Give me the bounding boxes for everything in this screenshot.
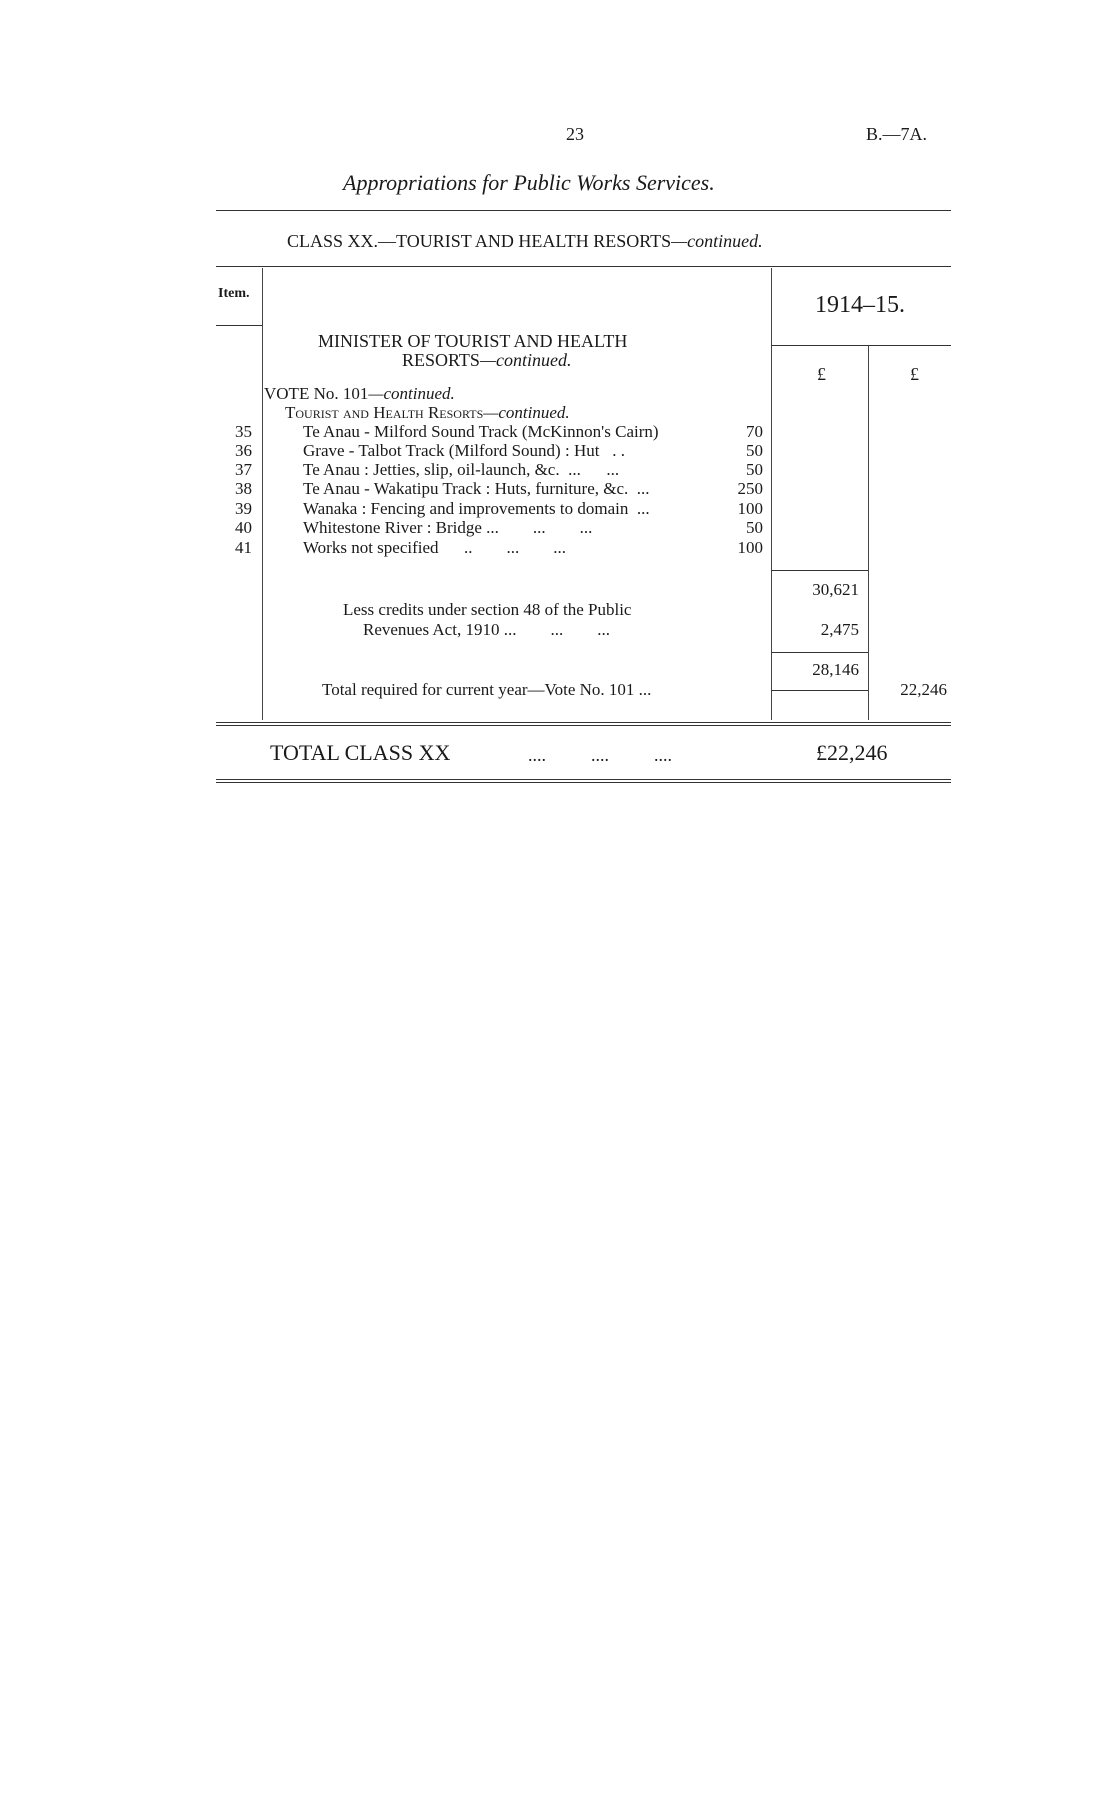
total-class-amount: £22,246 [816,740,888,765]
minister-heading-resorts: RESORTS [402,350,480,370]
item-number: 35 [235,422,252,441]
total-top-rule-double [216,725,951,726]
subtotal-rule [771,570,868,571]
currency-symbol-1: £ [817,364,826,384]
net-amount: 28,146 [812,660,859,679]
item-number: 40 [235,518,252,537]
item-amount: 50 [746,518,763,537]
item-amount: 250 [737,479,763,498]
total-bottom-rule [216,779,951,780]
total-top-rule [216,722,951,723]
page-title: Appropriations for Public Works Services. [343,170,715,195]
table-top-rule [216,266,951,267]
item-description: Te Anau - Milford Sound Track (McKinnon's Cairn) [303,422,659,441]
class-heading [287,231,763,252]
net-underline [771,690,868,691]
document-reference: B.—7A. [866,124,928,144]
total-required-amount: 22,246 [900,680,947,699]
item-description: Works not specified .. ... ... [303,538,567,557]
item-number: 41 [235,538,252,557]
item-header: Item. [218,286,250,301]
title-rule [216,210,951,211]
page-number: 23 [566,124,584,144]
item-description: Wanaka : Fencing and improvements to domain ... [303,499,650,518]
vote-heading [264,384,455,404]
item-number: 39 [235,499,252,518]
sub-heading-continued: —continued. [483,403,570,422]
less-credits-line1: Less credits under section 48 of the Public [343,600,632,619]
sub-heading-label: Tourist and Health Resorts [285,403,484,422]
year-header: 1914–15. [815,292,905,318]
total-bottom-rule-double [216,782,951,783]
class-heading-continued: —continued. [671,231,763,251]
class-heading-main: CLASS XX.—TOURIST AND HEALTH RESORTS [287,231,672,251]
item-description: Grave - Talbot Track (Milford Sound) : Hut . . [303,441,625,460]
item-amount: 50 [746,460,763,479]
item-amount: 100 [737,538,763,557]
vote-continued: —continued. [368,384,455,403]
item-number: 38 [235,479,252,498]
item-header-rule [216,325,262,326]
item-amount: 50 [746,441,763,460]
total-class-leaders: .... .... .... [528,745,672,765]
currency-symbol-2: £ [910,364,919,384]
subtotal-amount: 30,621 [812,580,859,599]
item-amount: 70 [746,422,763,441]
net-rule [771,652,868,653]
vote-label: VOTE No. 101 [264,384,369,403]
item-description: Te Anau : Jetties, slip, oil-launch, &c. ... ... [303,460,620,479]
year-header-rule [771,345,951,346]
less-credits-line2: Revenues Act, 1910 ... ... ... [363,620,610,639]
item-column-divider [262,268,263,720]
minister-heading-continued: —continued. [479,350,572,370]
minister-heading-line1: MINISTER OF TOURIST AND HEALTH [318,331,628,351]
item-description: Whitestone River : Bridge ... ... ... [303,518,593,537]
total-class-label: TOTAL CLASS XX [270,740,451,765]
item-amount: 100 [737,499,763,518]
less-credits-amount: 2,475 [820,620,859,639]
total-column-divider [868,345,869,720]
item-description: Te Anau - Wakatipu Track : Huts, furniture, &c. ... [303,479,650,498]
item-number: 36 [235,441,252,460]
total-required-label: Total required for current year—Vote No. 101 ... [322,680,652,699]
minister-heading-line2 [402,350,571,371]
item-number: 37 [235,460,252,479]
sub-heading [285,403,570,423]
